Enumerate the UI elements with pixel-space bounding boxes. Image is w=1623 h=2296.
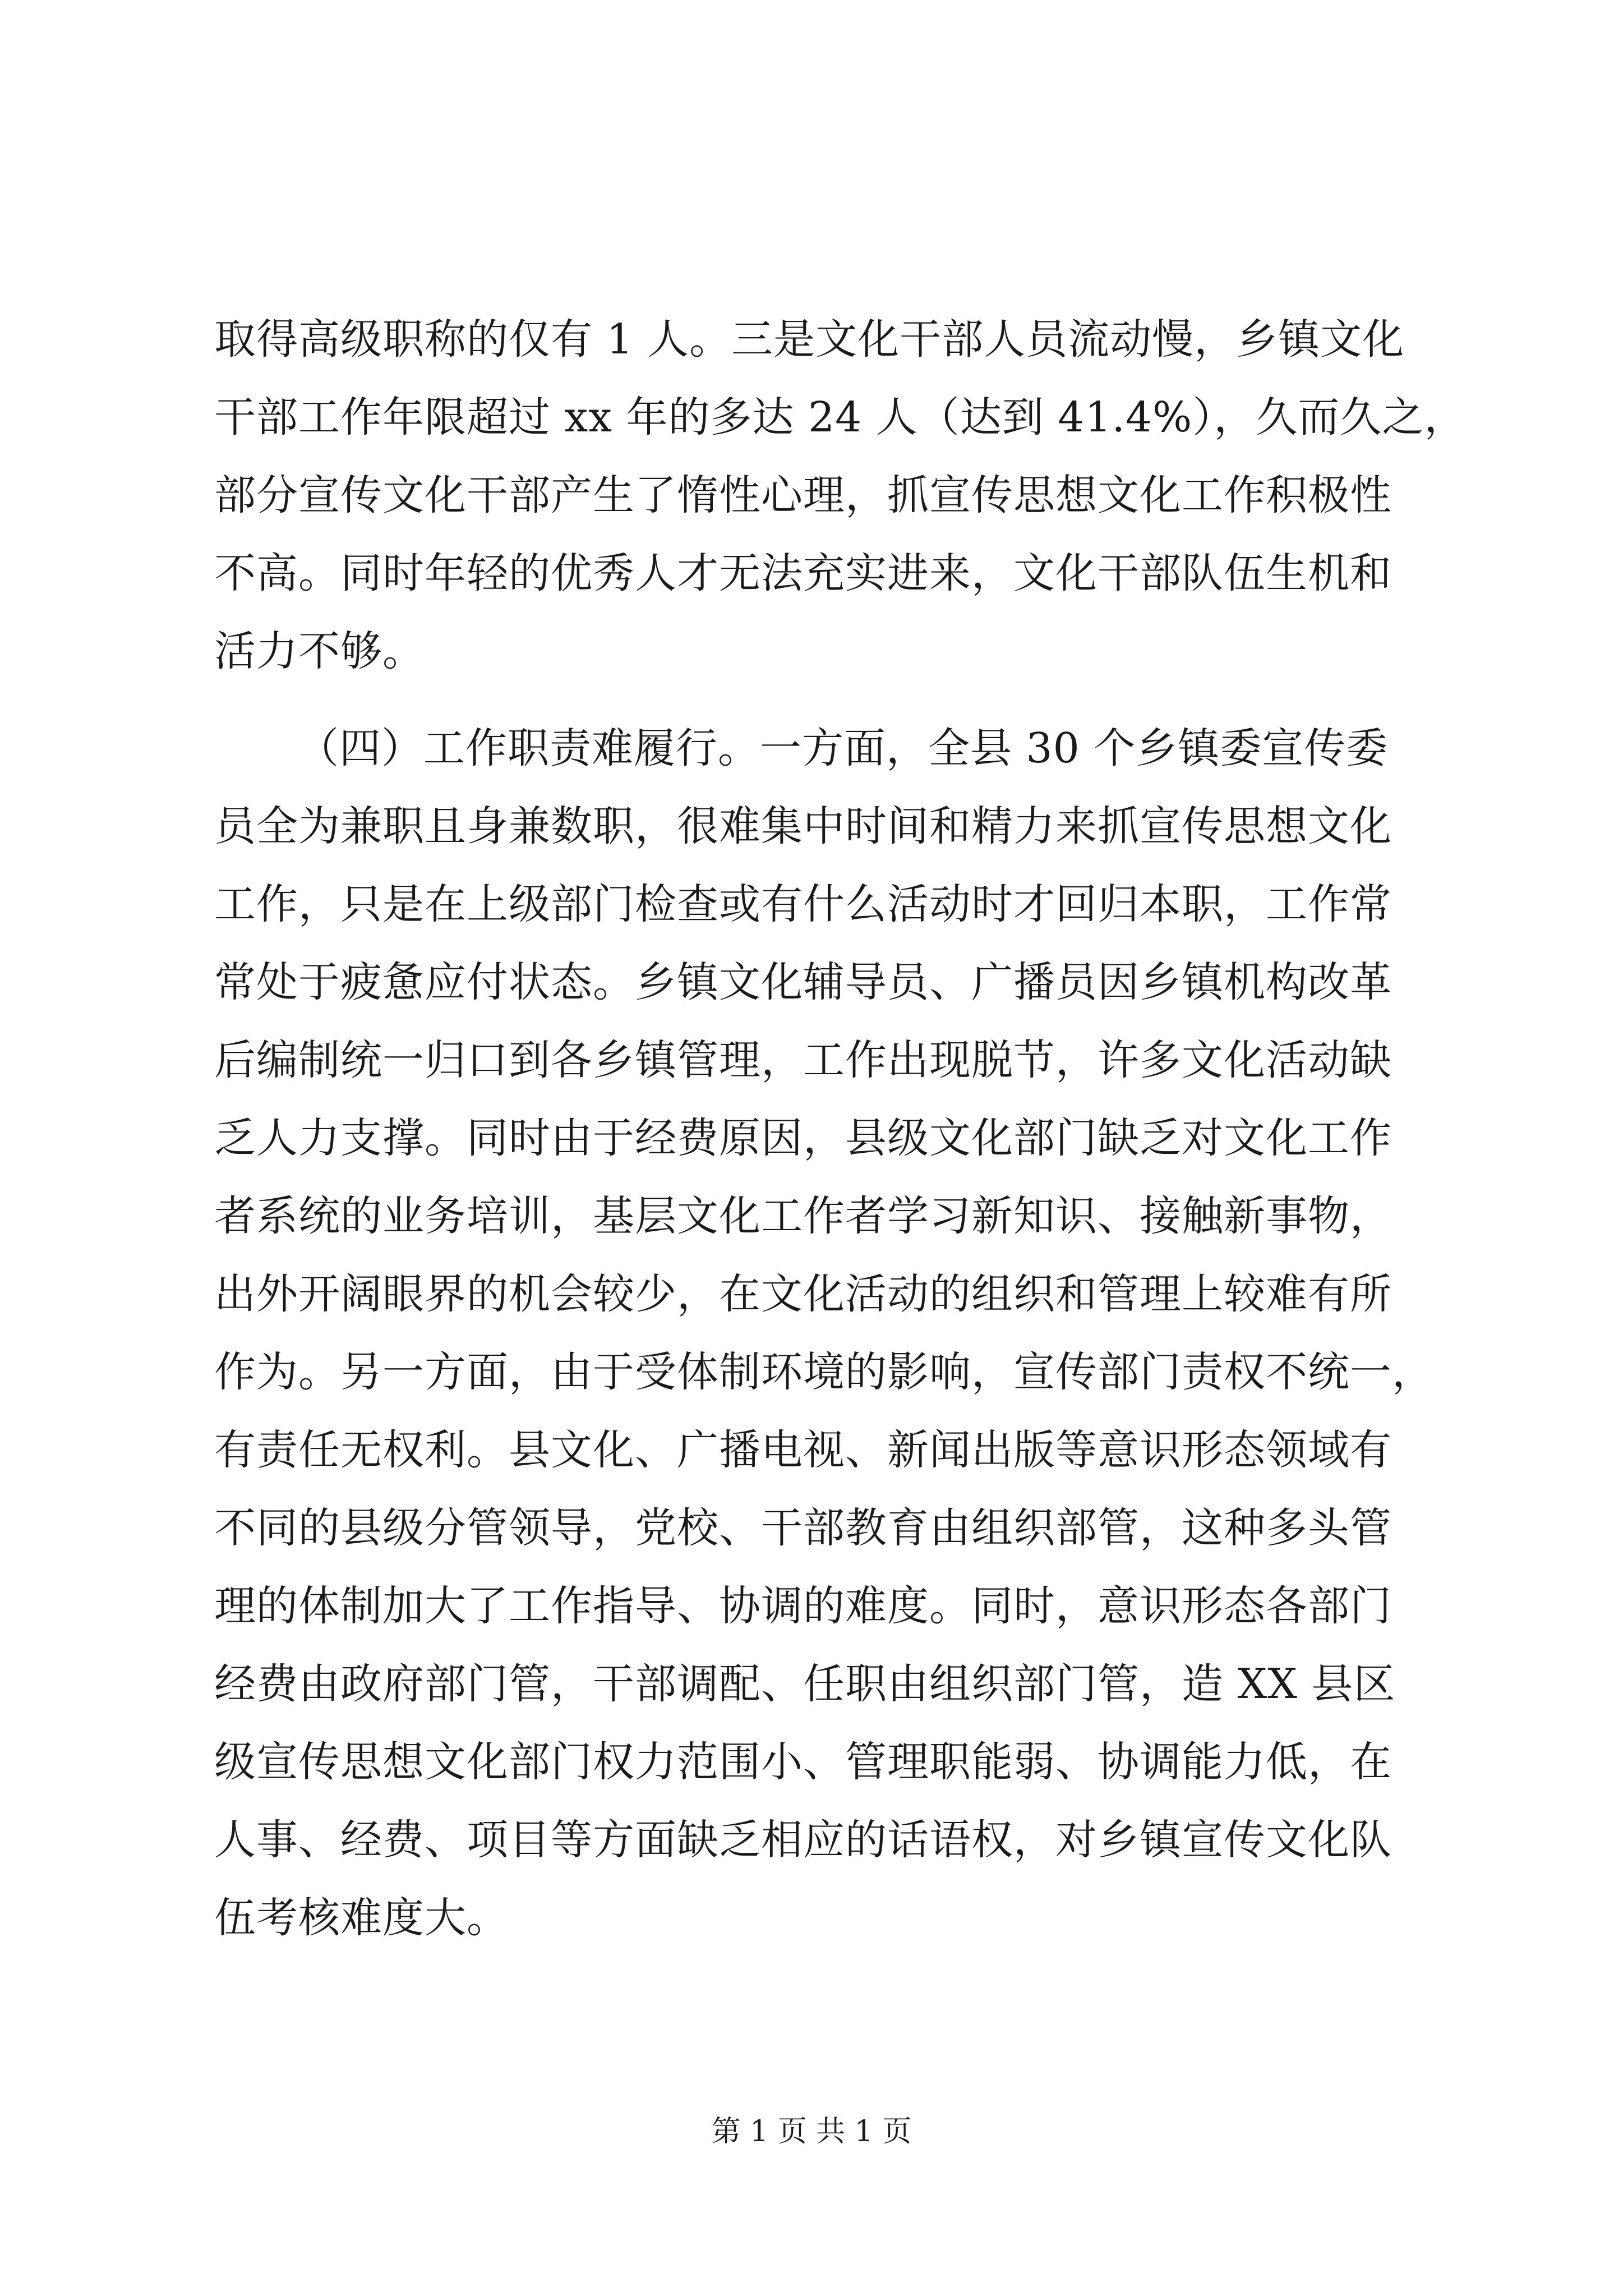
text-line: 出外开阔眼界的机会较少，在文化活动的组织和管理上较难有所 [214, 1270, 1392, 1318]
text-line: 人事、经费、项目等方面缺乏相应的话语权，对乡镇宣传文化队 [214, 1816, 1392, 1864]
text-line: 级宣传思想文化部门权力范围小、管理职能弱、协调能力低，在 [214, 1738, 1392, 1786]
page-number-footer: 第 1 页 共 1 页 [711, 2115, 912, 2148]
text-line: 有责任无权利。县文化、广播电视、新闻出版等意识形态领域有 [214, 1426, 1392, 1474]
text-line: 部分宣传文化干部产生了惰性心理，抓宣传思想文化工作积极性 [214, 471, 1392, 519]
text-line: 常处于疲惫应付状态。乡镇文化辅导员、广播员因乡镇机构改革 [214, 958, 1392, 1006]
text-line: 作为。另一方面，由于受体制环境的影响，宣传部门责权不统一， [214, 1348, 1434, 1396]
paragraph-heading-line: （四）工作职责难履行。一方面，全县 30 个乡镇委宣传委 [297, 724, 1389, 772]
text-line: 后编制统一归口到各乡镇管理，工作出现脱节，许多文化活动缺 [214, 1036, 1392, 1084]
text-line: 工作，只是在上级部门检查或有什么活动时才回归本职，工作常 [214, 880, 1392, 928]
text-line: 取得高级职称的仅有 1 人。三是文化干部人员流动慢，乡镇文化 [214, 315, 1405, 364]
text-line: 不同的县级分管领导，党校、干部教育由组织部管，这种多头管 [214, 1504, 1392, 1552]
text-line: 员全为兼职且身兼数职，很难集中时间和精力来抓宣传思想文化 [214, 802, 1392, 850]
text-line: 干部工作年限超过 xx 年的多达 24 人（达到 41.4%），久而久之， [214, 393, 1467, 441]
text-line: 不高。同时年轻的优秀人才无法充实进来，文化干部队伍生机和 [214, 549, 1392, 597]
text-line: 经费由政府部门管，干部调配、任职由组织部门管，造 XX 县区 [214, 1660, 1396, 1708]
text-line: 活力不够。 [214, 627, 425, 675]
text-line: 者系统的业务培训，基层文化工作者学习新知识、接触新事物， [214, 1192, 1392, 1240]
text-line: 伍考核难度大。 [214, 1894, 509, 1942]
text-line: 理的体制加大了工作指导、协调的难度。同时，意识形态各部门 [214, 1582, 1392, 1630]
text-line: 乏人力支撑。同时由于经费原因，县级文化部门缺乏对文化工作 [214, 1114, 1392, 1162]
